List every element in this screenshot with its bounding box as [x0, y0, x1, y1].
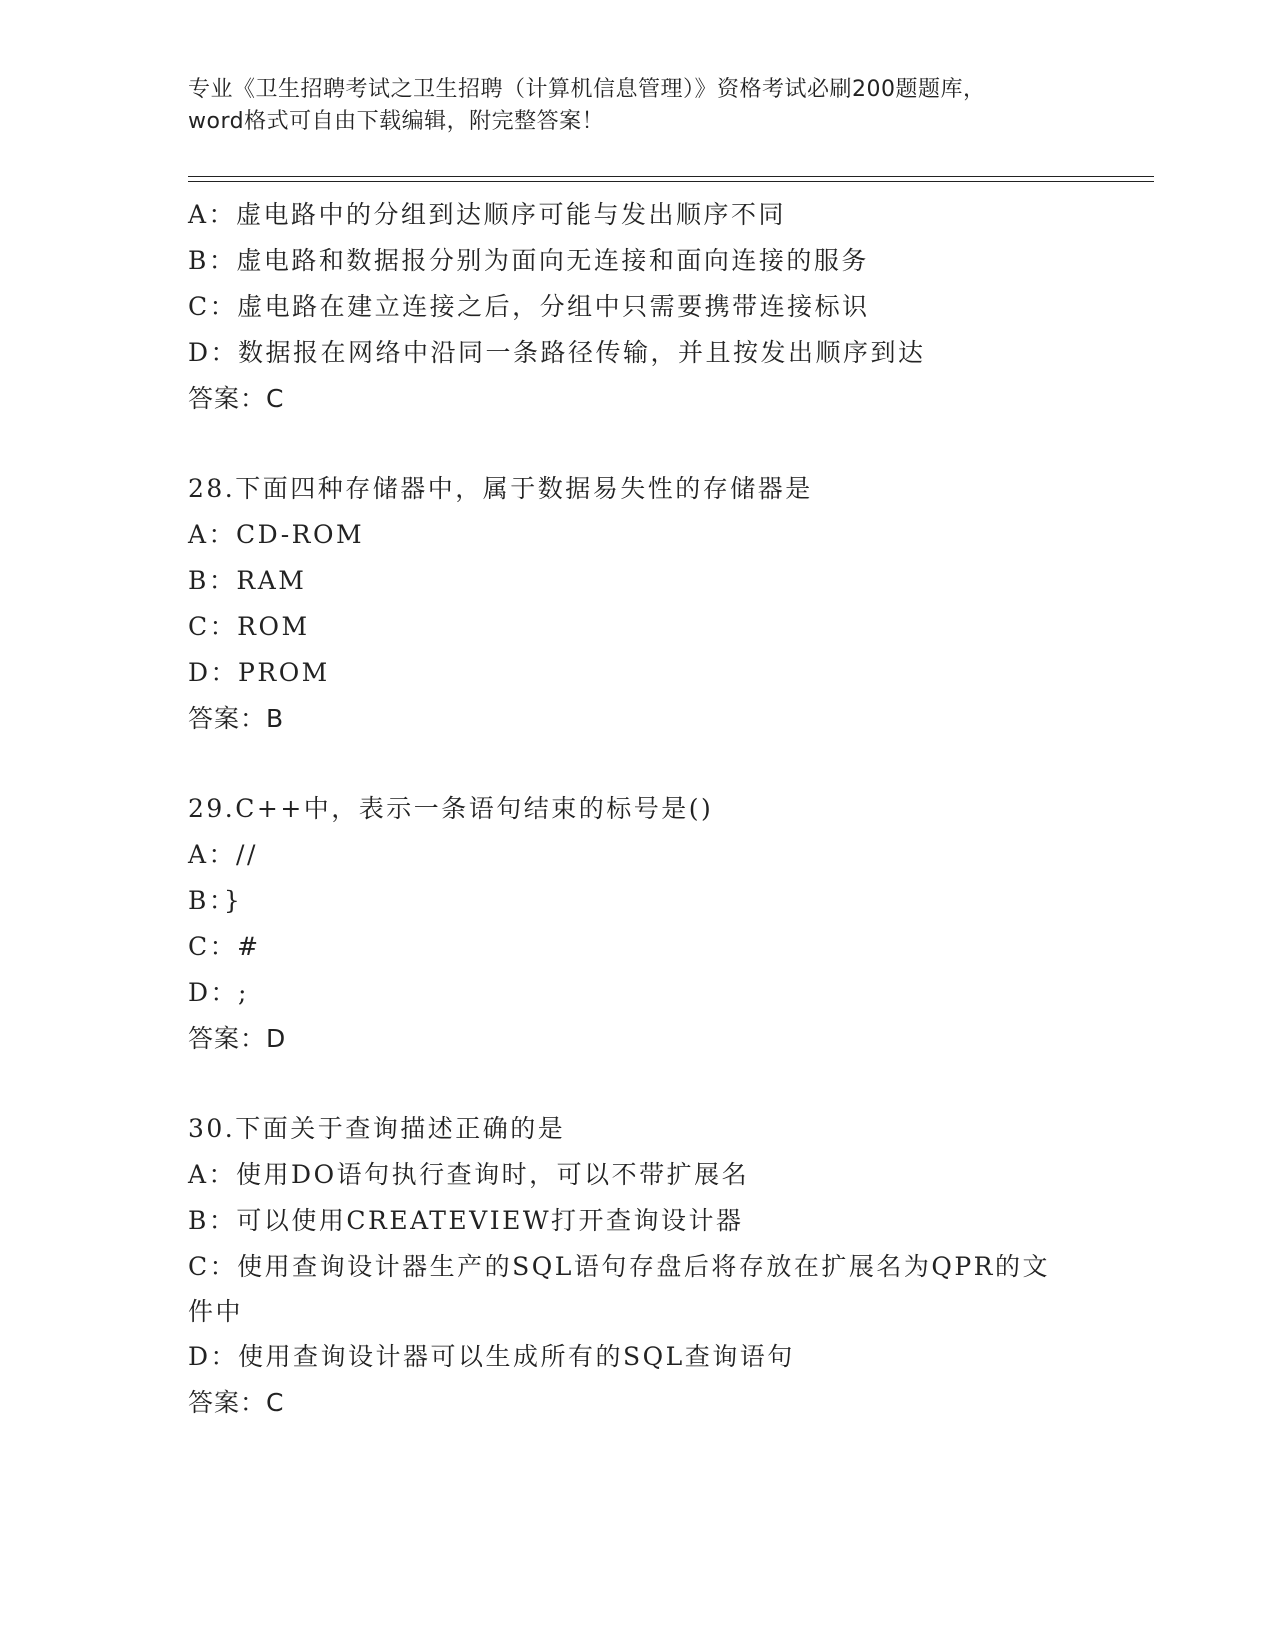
option-c: C：ROM: [188, 612, 310, 641]
answer: 答案：B: [188, 704, 285, 733]
question-29: [188, 786, 1088, 1062]
answer: 答案：C: [188, 384, 285, 413]
option-a: A：虚电路中的分组到达顺序可能与发出顺序不同: [188, 200, 787, 229]
header-line-2: word格式可自由下载编辑，附完整答案！: [188, 109, 605, 134]
option-b: B：虚电路和数据报分别为面向无连接和面向连接的服务: [188, 246, 869, 275]
spacer: [188, 742, 1088, 786]
option-a: A：//: [188, 840, 258, 869]
option-d: D：;: [188, 978, 249, 1007]
option-c: C：虚电路在建立连接之后，分组中只需要携带连接标识: [188, 292, 870, 321]
answer: 答案：D: [188, 1024, 287, 1053]
question-text: 30.下面关于查询描述正确的是: [188, 1114, 566, 1143]
option-a: A：CD-ROM: [188, 520, 365, 549]
option-b: B：RAM: [188, 566, 307, 595]
header-rule-bottom: [188, 181, 1154, 182]
question-list: [188, 192, 1088, 1426]
header-line-1: 专业《卫生招聘考试之卫生招聘（计算机信息管理）》资格考试必刷200题题库，: [188, 77, 986, 102]
question-30: [188, 1106, 1088, 1426]
option-c: C：使用查询设计器生产的SQL语句存盘后将存放在扩展名为QPR的文: [188, 1252, 1050, 1281]
question-27-continued: [188, 192, 1088, 422]
option-c-continued: 件中: [188, 1297, 244, 1326]
question-text: 28.下面四种存储器中，属于数据易失性的存储器是: [188, 474, 813, 503]
document-header: [188, 74, 1088, 138]
option-a: A：使用DO语句执行查询时，可以不带扩展名: [188, 1160, 750, 1189]
option-d: D：使用查询设计器可以生成所有的SQL查询语句: [188, 1342, 795, 1371]
spacer: [188, 1062, 1088, 1106]
question-text: 29.C++中，表示一条语句结束的标号是(): [188, 794, 714, 823]
option-d: D：PROM: [188, 658, 330, 687]
option-c: C：#: [188, 932, 261, 961]
option-d: D：数据报在网络中沿同一条路径传输，并且按发出顺序到达: [188, 338, 926, 367]
header-rule-top: [188, 176, 1154, 177]
answer: 答案：C: [188, 1388, 285, 1417]
question-28: [188, 466, 1088, 742]
option-b: B：可以使用CREATEVIEW打开查询设计器: [188, 1206, 744, 1235]
spacer: [188, 422, 1088, 466]
option-b: B：}: [188, 886, 243, 915]
